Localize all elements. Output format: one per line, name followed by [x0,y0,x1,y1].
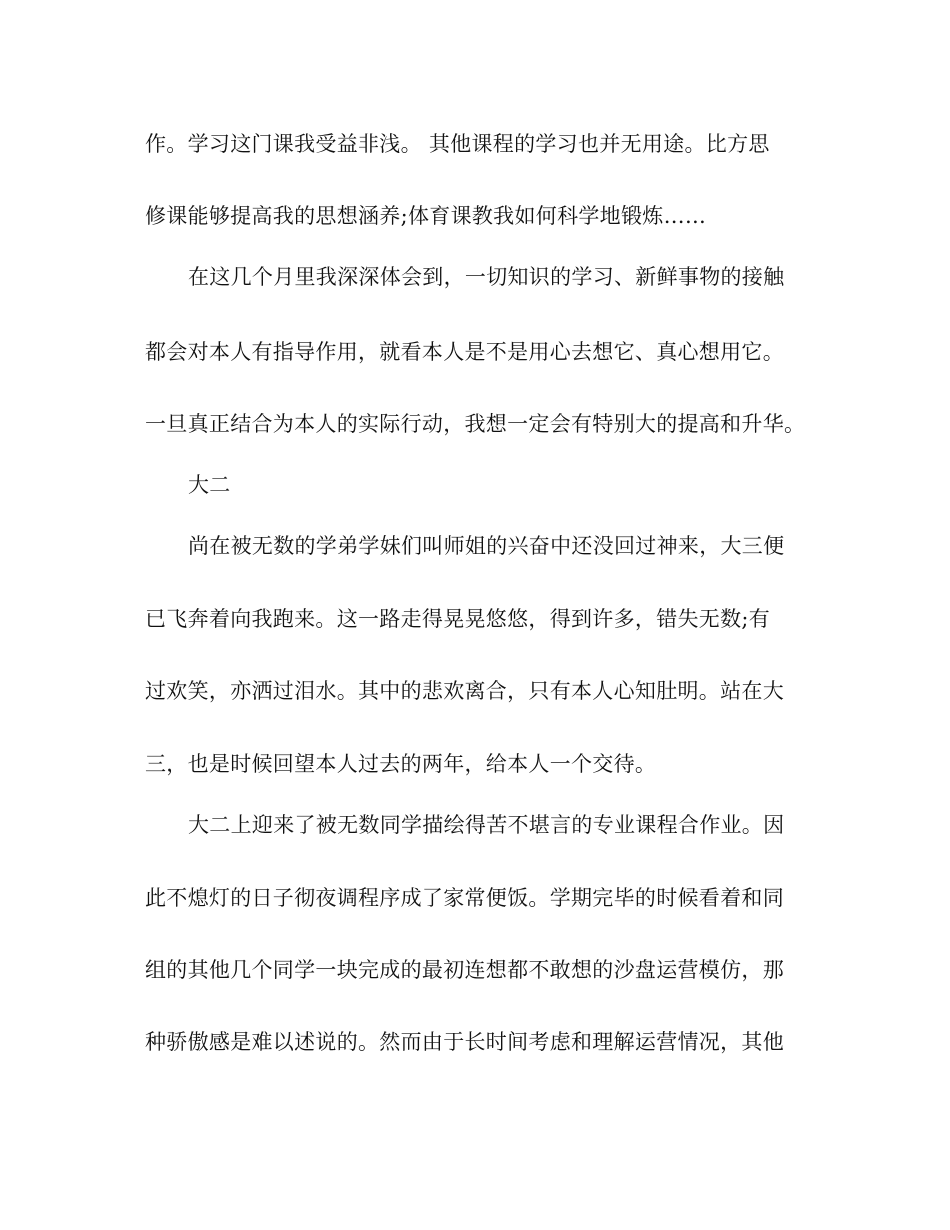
text-line: 过欢笑，亦洒过泪水。其中的悲欢离合，只有本人心知肚明。站在大 [145,679,784,703]
text-line: 作。学习这门课我受益非浅。 其他课程的学习也并无用途。比方思 [145,132,770,156]
paragraph-first-line: 在这几个月里我深深体会到，一切知识的学习、新鲜事物的接触 [188,265,785,289]
text-line: 已飞奔着向我跑来。这一路走得晃晃悠悠，得到许多，错失无数;有 [145,607,771,631]
section-heading: 大二 [188,473,231,497]
paragraph-first-line: 大二上迎来了被无数同学描绘得苦不堪言的专业课程合作业。因 [188,813,785,837]
text-line: 种骄傲感是难以述说的。然而由于长时间考虑和理解运营情况，其他 [145,1030,784,1054]
text-line: 三，也是时候回望本人过去的两年，给本人一个交待。 [145,752,657,776]
paragraph-first-line: 尚在被无数的学弟学妹们叫师姐的兴奋中还没回过神来，大三便 [188,534,785,558]
text-line: 修课能够提高我的思想涵养;体育课教我如何科学地锻炼…… [145,204,707,228]
text-line: 组的其他几个同学一块完成的最初连想都不敢想的沙盘运营模仿，那 [145,958,784,982]
text-line: 此不熄灯的日子彻夜调程序成了家常便饭。学期完毕的时候看着和同 [145,886,784,910]
text-line: 一旦真正结合为本人的实际行动，我想一定会有特别大的提高和升华。 [145,412,806,436]
text-line: 都会对本人有指导作用，就看本人是不是用心去想它、真心想用它。 [145,340,784,364]
